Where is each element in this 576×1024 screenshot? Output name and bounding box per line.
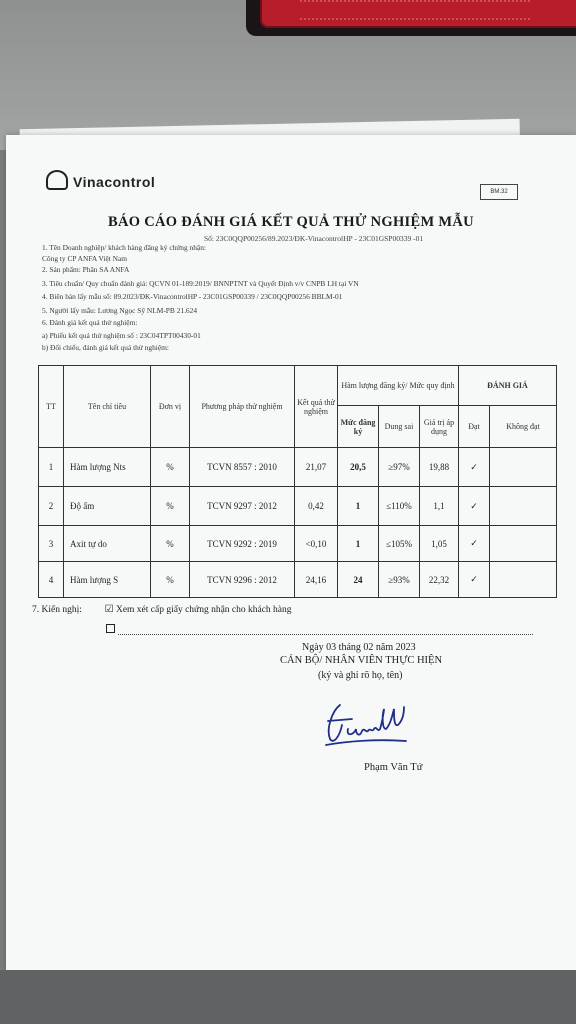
- recommendation-label: 7. Kiến nghị:: [32, 605, 82, 615]
- cell-kq: <0,10: [295, 526, 338, 562]
- cell-kq: 0,42: [295, 487, 338, 526]
- cell-khong: [490, 448, 557, 487]
- cell-donvi: %: [151, 487, 190, 526]
- cell-ten: Hàm lượng S: [64, 562, 151, 598]
- th-ketqua: Kết quả thử nghiệm: [295, 366, 338, 448]
- cell-kq: 24,16: [295, 562, 338, 598]
- form-code: BM.32: [480, 184, 518, 200]
- th-danhgia: ĐÁNH GIÁ: [459, 366, 557, 406]
- th-dungsai: Dung sai: [379, 406, 420, 448]
- cell-dungsai: ≤105%: [379, 526, 420, 562]
- info-line: Công ty CP ANFA Việt Nam: [42, 254, 128, 263]
- info-line: 2. Sản phẩm: Phân SA ANFA: [42, 265, 130, 274]
- sign-note: (ký và ghi rõ họ, tên): [318, 670, 403, 681]
- empty-checkbox-icon: [106, 624, 118, 634]
- recommendation: [32, 604, 292, 615]
- cell-giatri: 1,05: [420, 526, 459, 562]
- cell-giatri: 19,88: [420, 448, 459, 487]
- cell-tt: 4: [39, 562, 64, 598]
- cell-giatri: 22,32: [420, 562, 459, 598]
- cell-muc: 24: [338, 562, 379, 598]
- info-line: 6. Đánh giá kết quả thử nghiệm:: [42, 318, 138, 327]
- company-logo: [46, 170, 155, 190]
- th-giatri: Giá trị áp dụng: [420, 406, 459, 448]
- cell-muc: 1: [338, 487, 379, 526]
- cell-muc: 20,5: [338, 448, 379, 487]
- cell-ten: Axit tự do: [64, 526, 151, 562]
- cell-donvi: %: [151, 526, 190, 562]
- cell-giatri: 1,1: [420, 487, 459, 526]
- cell-tt: 2: [39, 487, 64, 526]
- th-mucdangky: Mức đăng ký: [338, 406, 379, 448]
- th-donvi: Đơn vị: [151, 366, 190, 448]
- signer-name: Phạm Văn Tứ: [364, 762, 423, 773]
- cell-pp: TCVN 9297 : 2012: [190, 487, 295, 526]
- table-row: [39, 562, 557, 598]
- check-icon: ✓: [459, 448, 490, 487]
- table-row: [39, 448, 557, 487]
- recommendation-option: Xem xét cấp giấy chứng nhận cho khách hàng: [115, 605, 292, 615]
- cell-khong: [490, 562, 557, 598]
- table-row: [39, 526, 557, 562]
- cell-dungsai: ≤110%: [379, 487, 420, 526]
- report-title: BÁO CÁO ĐÁNH GIÁ KẾT QUẢ THỬ NGHIỆM MẪU: [108, 214, 474, 230]
- cell-dungsai: ≥93%: [379, 562, 420, 598]
- check-icon: ✓: [459, 562, 490, 598]
- results-table: [38, 365, 557, 598]
- cell-tt: 3: [39, 526, 64, 562]
- cell-khong: [490, 526, 557, 562]
- info-line: 4. Biên bản lấy mẫu số: 89.2023/ĐK-VinacontrolHP - 23C01GSP00339 / 23C0QQP00256 BBLM-01: [42, 292, 343, 301]
- cell-kq: 21,07: [295, 448, 338, 487]
- check-icon: ✓: [459, 487, 490, 526]
- report-number: Số: 23C0QQP00256/89.2023/ĐK-VinacontrolHP - 23C01GSP00339 -01: [204, 234, 424, 243]
- th-phuongphap: Phương pháp thử nghiệm: [190, 366, 295, 448]
- scale-icon: [46, 170, 68, 190]
- info-line: a) Phiếu kết quả thử nghiệm số : 23C04TPT00430-01: [42, 331, 201, 340]
- th-khongdat: Không đạt: [490, 406, 557, 448]
- cell-ten: Hàm lượng Nts: [64, 448, 151, 487]
- cell-dungsai: ≥97%: [379, 448, 420, 487]
- th-tt: TT: [39, 366, 64, 448]
- cell-donvi: %: [151, 562, 190, 598]
- checked-box-icon: ☑: [104, 604, 114, 615]
- report-date: Ngày 03 tháng 02 năm 2023: [302, 642, 416, 653]
- check-icon: ✓: [459, 526, 490, 562]
- info-line: 3. Tiêu chuẩn/ Quy chuẩn đánh giá: QCVN 01-189:2019/ BNNPTNT và Quyết Định v/v CNPB LH tại VN: [42, 279, 359, 288]
- cell-donvi: %: [151, 448, 190, 487]
- cell-khong: [490, 487, 557, 526]
- cell-muc: 1: [338, 526, 379, 562]
- logo-text: Vinacontrol: [73, 174, 156, 190]
- cell-tt: 1: [39, 448, 64, 487]
- cell-ten: Độ ẩm: [64, 487, 151, 526]
- info-line: 1. Tên Doanh nghiệp/ khách hàng đăng ký chứng nhận:: [42, 243, 206, 252]
- desk-mat: [246, 0, 576, 36]
- dotted-line: [118, 634, 533, 635]
- desk-bottom: [0, 970, 576, 1024]
- info-line: 5. Người lấy mẫu: Lương Ngọc Sỹ NLM-PB 21.624: [42, 306, 198, 315]
- mat-border: [260, 0, 576, 28]
- cell-pp: TCVN 8557 : 2010: [190, 448, 295, 487]
- cell-pp: TCVN 9292 : 2019: [190, 526, 295, 562]
- signature: [318, 695, 418, 755]
- cell-pp: TCVN 9296 : 2012: [190, 562, 295, 598]
- signer-role: CÁN BỘ/ NHÂN VIÊN THỰC HIỆN: [280, 655, 443, 666]
- th-dat: Đạt: [459, 406, 490, 448]
- th-ten: Tên chỉ tiêu: [64, 366, 151, 448]
- th-hamluong: Hàm lượng đăng ký/ Mức quy định: [338, 366, 459, 406]
- info-line: b) Đối chiếu, đánh giá kết quả thử nghiệm:: [42, 343, 169, 352]
- table-row: [39, 487, 557, 526]
